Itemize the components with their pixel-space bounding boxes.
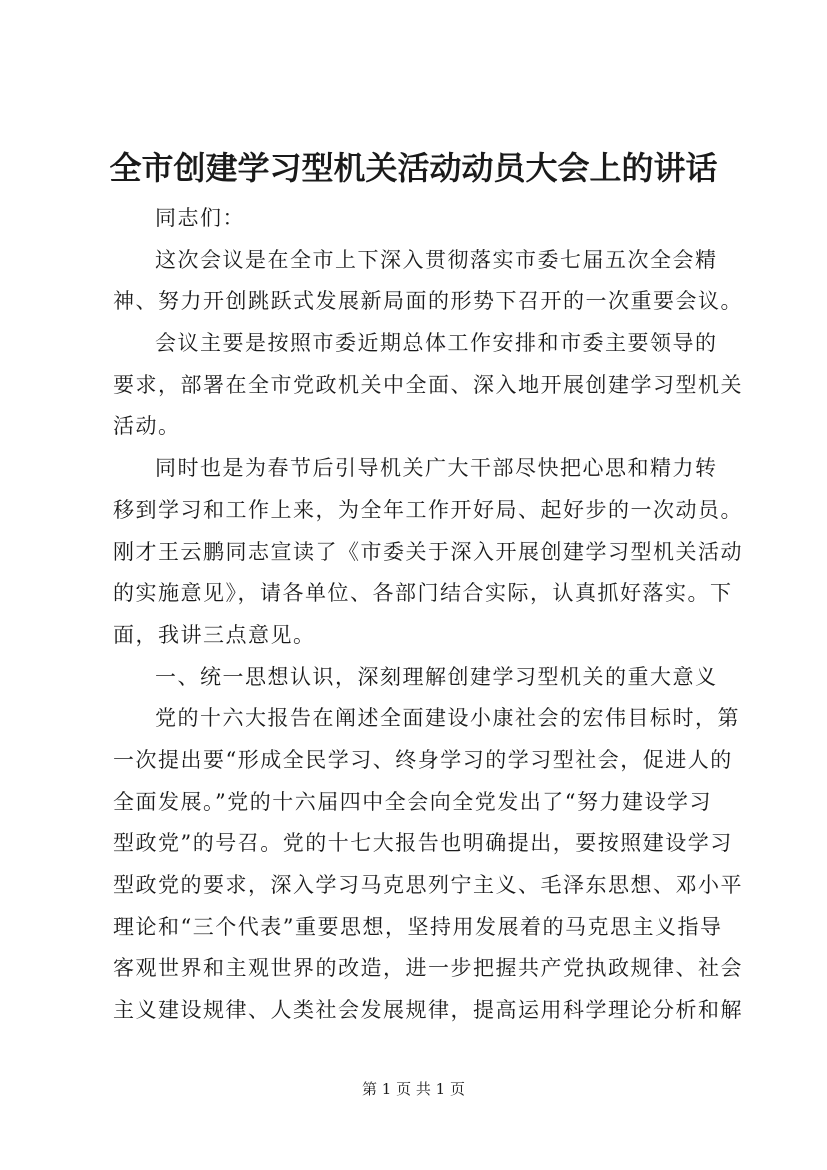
paragraph-line: 型政党的要求，深入学习马克思列宁主义、毛泽东思想、邓小平 [113, 873, 743, 897]
paragraph-line: 同时也是为春节后引导机关广大干部尽快把心思和精力转 [155, 456, 718, 481]
paragraph-line: 会议主要是按照市委近期总体工作安排和市委主要领导的 [155, 331, 718, 356]
paragraph-line: 要求，部署在全市党政机关中全面、深入地开展创建学习型机关 [113, 372, 743, 397]
paragraph-line: 党的十六大报告在阐述全面建设小康社会的宏伟目标时，第 [155, 706, 740, 731]
paragraph-line: 刚才王云鹏同志宣读了《市委关于深入开展创建学习型机关活动 [113, 539, 743, 564]
paragraph-line: 面，我讲三点意见。 [113, 622, 316, 647]
document-title: 全市创建学习型机关活动动员大会上的讲话 [109, 149, 718, 187]
paragraph-line: 神、努力开创跳跃式发展新局面的形势下召开的一次重要会议。 [113, 289, 743, 314]
salutation-line: 同志们： [155, 206, 245, 230]
section-heading: 一、统一思想认识，深刻理解创建学习型机关的重大意义 [155, 664, 718, 689]
paragraph-line: 全面发展。”党的十六届四中全会向全党发出了“努力建设学习 [113, 789, 712, 814]
paragraph-line: 一次提出要“形成全民学习、终身学习的学习型社会，促进人的 [113, 747, 733, 772]
paragraph-line: 型政党”的号召。党的十七大报告也明确提出，要按照建设学习 [113, 831, 733, 856]
document-body [113, 198, 743, 1032]
page-number-footer: 第 1 页 共 1 页 [362, 1080, 465, 1098]
paragraph-line: 这次会议是在全市上下深入贯彻落实市委七届五次全会精 [155, 247, 718, 272]
paragraph-line: 客观世界和主观世界的改造，进一步把握共产党执政规律、社会 [113, 956, 743, 981]
paragraph-line: 理论和“三个代表”重要思想，坚持用发展着的马克思主义指导 [113, 914, 723, 939]
paragraph-line: 活动。 [113, 414, 181, 439]
paragraph-line: 的实施意见》，请各单位、各部门结合实际，认真抓好落实。下 [113, 581, 733, 606]
paragraph-line: 移到学习和工作上来，为全年工作开好局、起好步的一次动员。 [113, 497, 743, 522]
paragraph-line: 主义建设规律、人类社会发展规律，提高运用科学理论分析和解 [113, 998, 743, 1023]
